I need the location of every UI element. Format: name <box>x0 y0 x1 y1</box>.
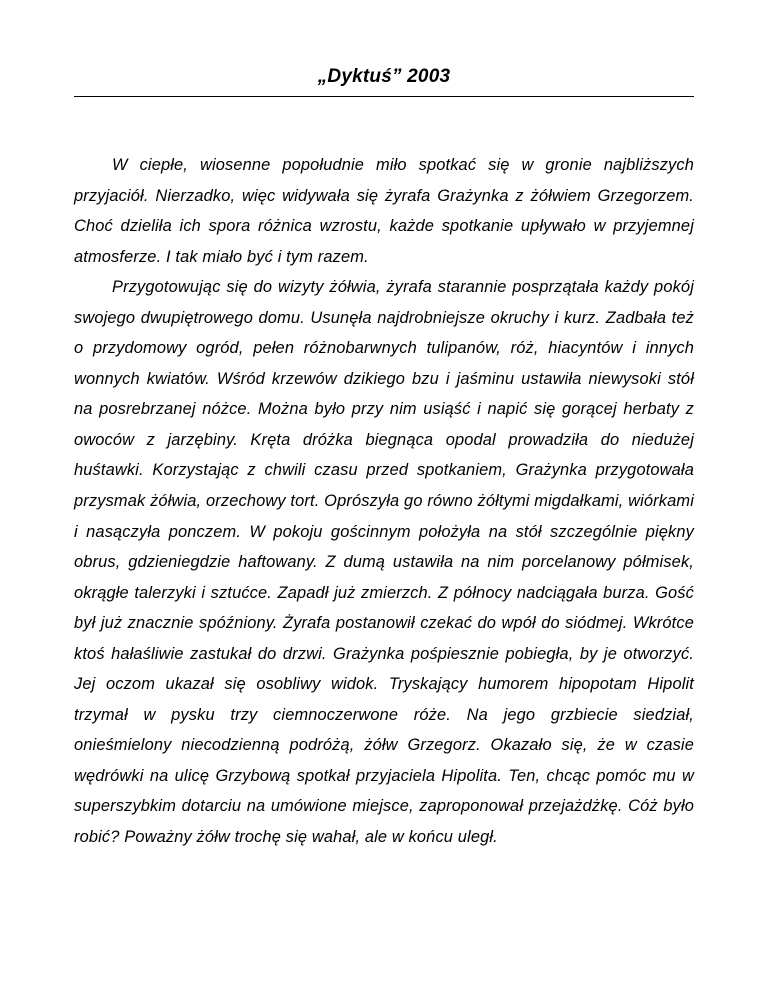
paragraph-1: W ciepłe, wiosenne popołudnie miło spotkać się w gronie najbliższych przyjaciół. Nierzadko, więc widywała się żyrafa Grażynka z żółwiem Grzegorzem. Choć dzieliła ich spora różnica wzrostu, każde spotkanie upływało w przyjemnej atmosferze. I tak miało być i tym razem. <box>74 156 694 266</box>
paragraph-2: Przygotowując się do wizyty żółwia, żyrafa starannie posprzątała każdy pokój swojego dwupiętrowego domu. Usunęła najdrobniejsze okruchy i kurz. Zadbała też o przydomowy ogród, pełen różnobarwnych tulipanów, róż, hiacyntów i innych wonnych kwiatów. Wśród krzewów dzikiego bzu i jaśminu ustawiła niewysoki stół na posrebrzanej nóżce. Można było przy nim usiąść i napić się gorącej herbaty z owoców z jarzębiny. Kręta dróżka biegnąca opodal prowadziła do niedużej huśtawki. Korzystając z chwili czasu przed spotkaniem, Grażynka przygotowała przysmak żółwia, orzechowy tort. Oprószyła go równo żółtymi migdałkami, wiórkami i nasączyła ponczem. W pokoju gościnnym położyła na stół szczególnie piękny obrus, gdzieniegdzie haftowany. Z dumą ustawiła na nim porcelanowy półmisek, okrągłe talerzyki i sztućce. Zapadł już zmierzch. Z północy nadciągała burza. Gość był już znacznie spóźniony. Żyrafa postanowił czekać do wpół do siódmej. Wkrótce ktoś hałaśliwie zastukał do drzwi. Grażynka pośpiesznie pobiegła, by je otworzyć. Jej oczom ukazał się osobliwy widok. Tryskający humorem hipopotam Hipolit trzymał w pysku trzy ciemnoczerwone róże. Na jego grzbiecie siedział, onieśmielony niecodzienną podróżą, żółw Grzegorz. Okazało się, że w czasie wędrówki na ulicę Grzybową spotkał przyjaciela Hipolita. Ten, chcąc pomóc mu w superszybkim dotarciu na umówione miejsce, zaproponował przejażdżkę. Cóż było robić? Poważny żółw trochę się wahał, ale w końcu uległ. <box>74 278 694 847</box>
document-body <box>74 150 694 853</box>
page-title: „Dyktuś” 2003 <box>317 66 451 87</box>
document-page <box>74 60 694 853</box>
title-block <box>74 60 694 97</box>
